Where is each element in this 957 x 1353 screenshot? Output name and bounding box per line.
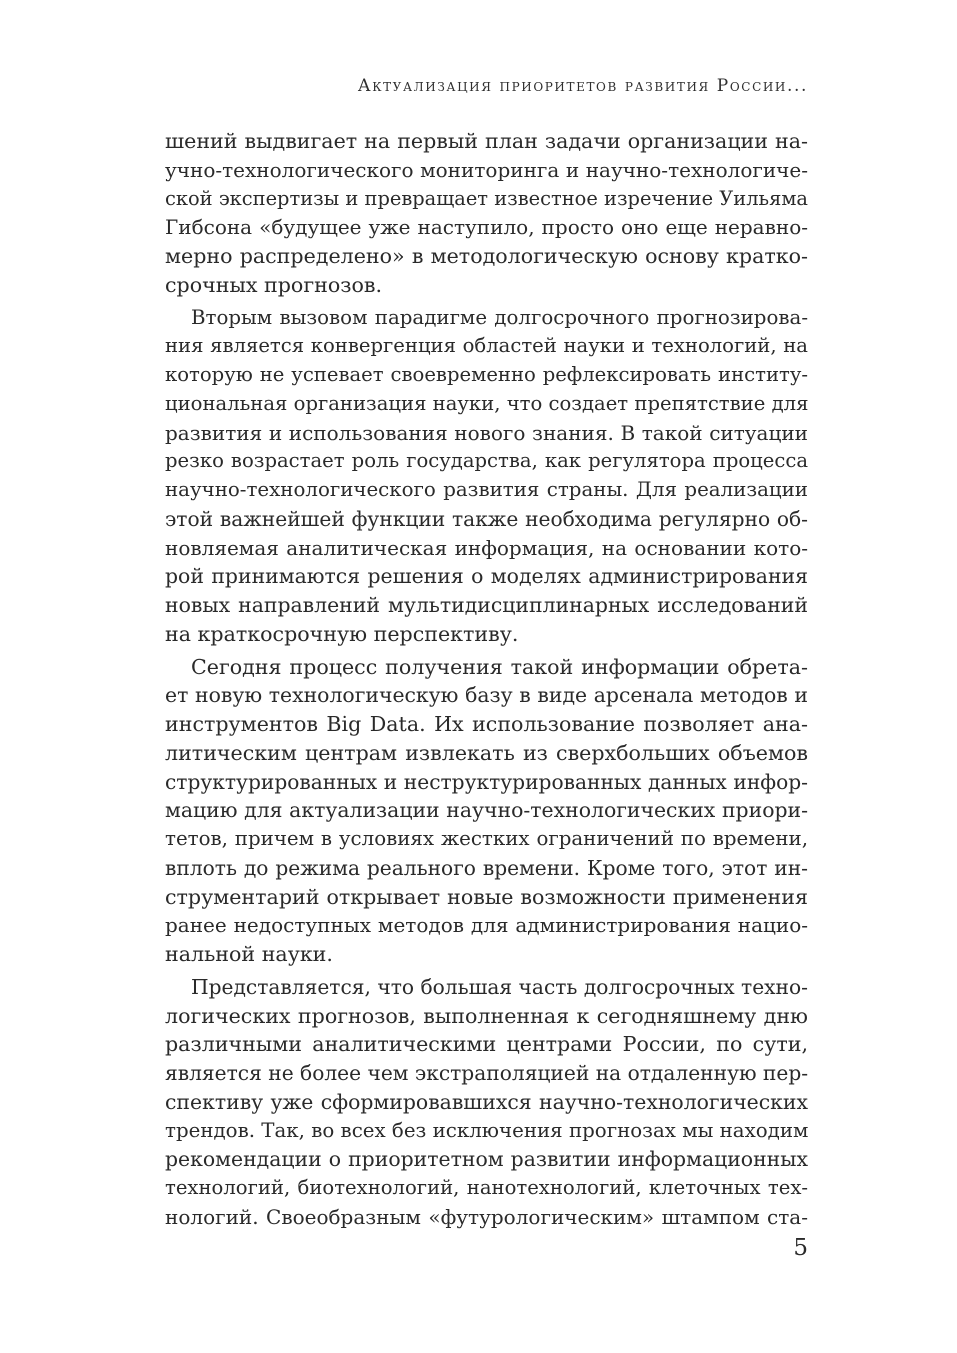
text-line: технологий, биотехнологий, нанотехнологий, клеточных тех- <box>165 1176 808 1199</box>
text-line: Гибсона «будущее уже наступило, просто оно еще неравно- <box>165 215 808 240</box>
text-line: трендов. Так, во всех без исключения прогнозах мы находим <box>165 1118 809 1142</box>
text-line: резко возрастает роль государства, как регулятора процесса <box>165 449 808 473</box>
text-line: струментарий открывает новые возможности применения <box>165 884 808 909</box>
text-line: этой важнейшей функции также необходима регулярно об- <box>165 506 808 531</box>
paragraph <box>165 973 808 1232</box>
text-line: ранее недоступных методов для администрирования нацио- <box>165 913 808 938</box>
text-line: развития и использования нового знания. В такой ситуации <box>165 420 808 445</box>
text-line: учно-технологического мониторинга и научно-технологиче- <box>165 157 808 182</box>
text-line: вплоть до режима реального времени. Кроме того, этот ин- <box>165 855 808 880</box>
text-line: мерно распределено» в методологическую основу кратко- <box>165 244 808 268</box>
text-line: Вторым вызовом парадигме долгосрочного прогнозирова- <box>191 305 808 329</box>
text-line: нальной науки. <box>165 942 333 966</box>
text-line: литическим центрам извлекать из сверхбольших объемов <box>165 740 808 765</box>
text-line: новых направлений мультидисциплинарных исследований <box>165 593 808 617</box>
text-line: структурированных и неструктурированных данных инфор- <box>165 769 808 794</box>
text-line: Представляется, что большая часть долгосрочных техно- <box>191 974 808 999</box>
text-line: является не более чем экстраполяцией на отдаленную пер- <box>165 1061 809 1085</box>
text-line: срочных прогнозов. <box>165 272 382 297</box>
paragraph <box>165 653 808 969</box>
body-text <box>165 127 808 1232</box>
text-line: Сегодня процесс получения такой информации обрета- <box>191 654 808 679</box>
text-line: нологий. Своеобразным «футурологическим» штампом ста- <box>165 1204 808 1229</box>
text-line: мацию для актуализации научно-технологических приори- <box>165 798 808 823</box>
text-line: новляемая аналитическая информация, на основании кото- <box>165 535 808 560</box>
text-line: инструментов Big Data. Их использование позволяет ана- <box>165 712 808 736</box>
text-line: на краткосрочную перспективу. <box>165 621 519 646</box>
text-line: спективу уже сформировавшихся научно-технологических <box>165 1089 808 1114</box>
text-line: ния является конвергенция областей науки и технологий, на <box>165 334 808 358</box>
text-line: которую не успевает своевременно рефлексировать институ- <box>165 363 808 386</box>
text-line: тетов, причем в условиях жестких ограничений по времени, <box>165 827 808 850</box>
text-line: различными аналитическими центрами России, по сути, <box>165 1032 808 1057</box>
text-line: научно-технологического развития страны. Для реализации <box>165 478 808 501</box>
text-line: логических прогнозов, выполненная к сегодняшнему дню <box>165 1003 808 1028</box>
text-line: ской экспертизы и превращает известное изречение Уильяма <box>165 186 808 210</box>
paragraph <box>165 304 808 649</box>
text-line: шений выдвигает на первый план задачи организации на- <box>165 129 808 153</box>
text-line: рекомендации о приоритетном развитии информационных <box>165 1147 808 1172</box>
text-line: рой принимаются решения о моделях администрирования <box>165 564 808 589</box>
text-line: циональная организация науки, что создает препятствие для <box>165 391 809 415</box>
running-head: Актуализация приоритетов развития России... <box>357 76 808 96</box>
paragraph <box>165 127 808 300</box>
text-line: ет новую технологическую базу в виде арсенала методов и <box>165 683 808 708</box>
page-number: 5 <box>793 1235 808 1261</box>
